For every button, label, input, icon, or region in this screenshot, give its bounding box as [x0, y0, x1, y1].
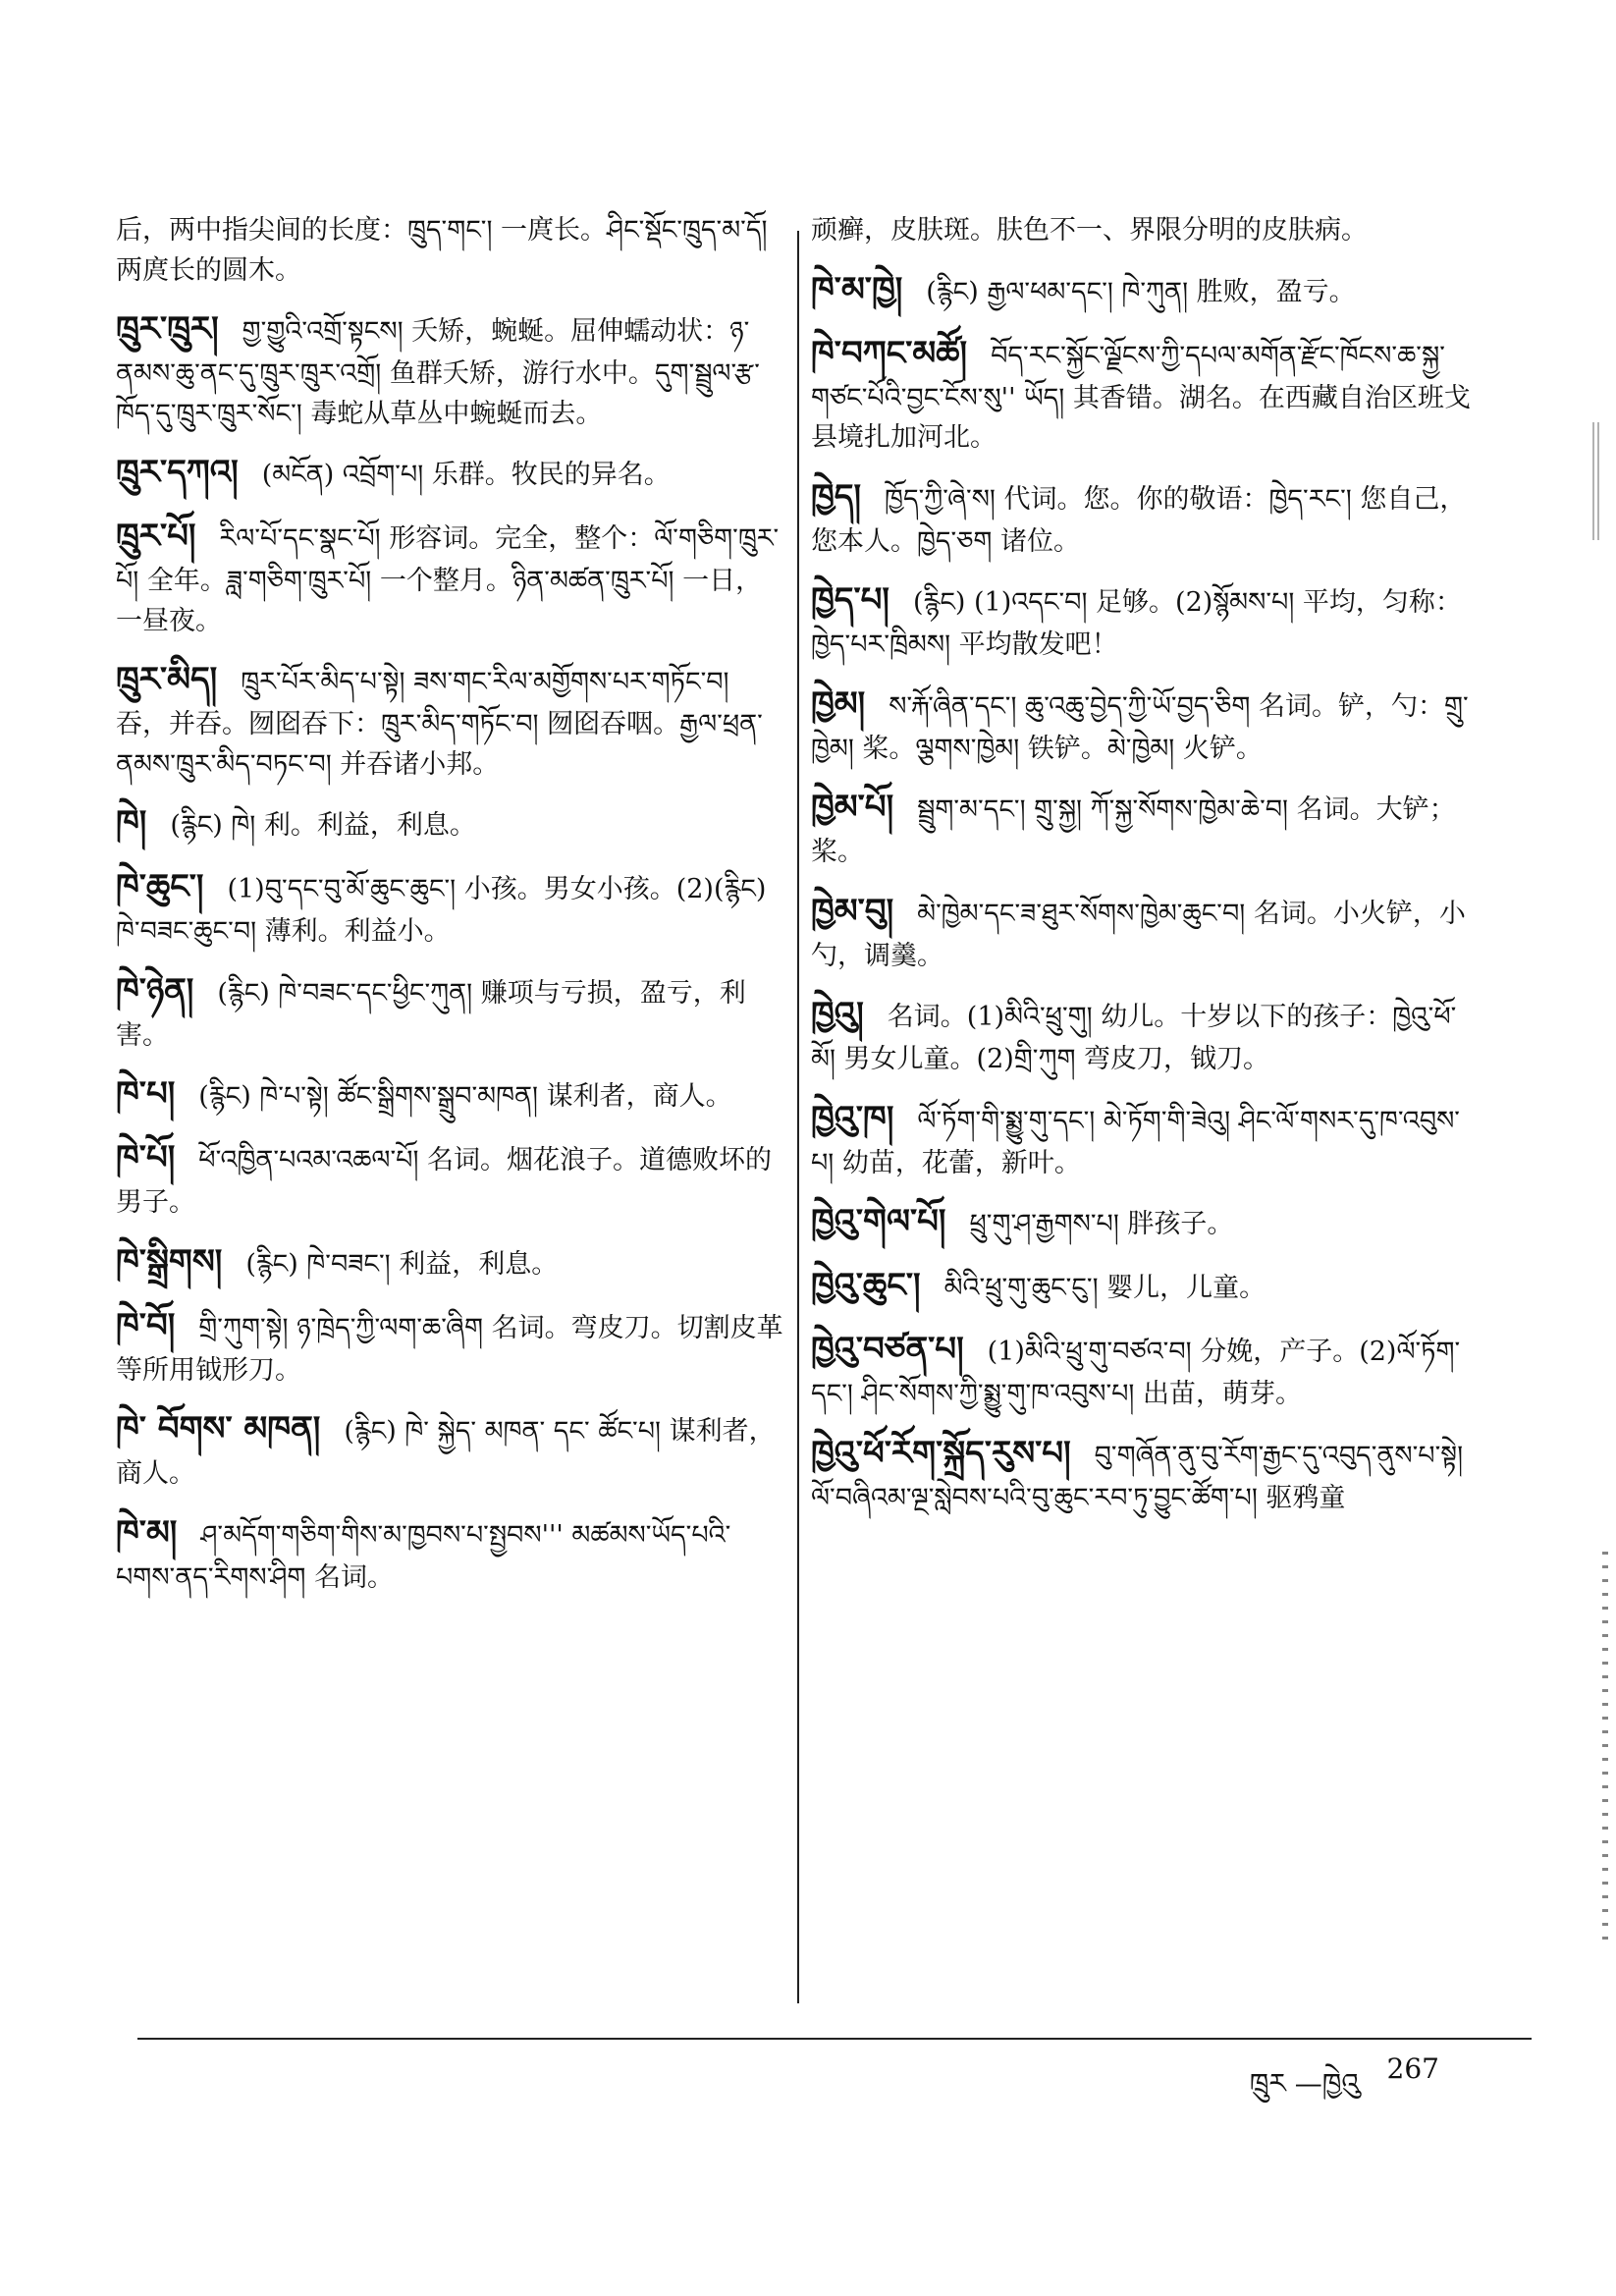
page-number: 267 — [1386, 2052, 1439, 2085]
entry-definition: མིའི་ཕྲུ་གུ་ཆུང་ངུ་། 婴儿，儿童。 — [943, 1273, 1266, 1303]
entry-headword: ཁེ་སྒྲིགས། — [116, 1241, 223, 1282]
dictionary-entry — [811, 1325, 1479, 1415]
dictionary-entry — [116, 655, 783, 785]
entry-headword: ཁེ་ བོགས་ མཁན། — [116, 1409, 321, 1449]
entry-definition: (རྙིང) ཁེ་བཟང་། 利益，利息。 — [245, 1248, 559, 1280]
dictionary-entry — [811, 887, 1479, 977]
entry-definition: 名词。(1)མིའི་ཕྲུ་གུ། 幼儿。十岁以下的孩子：ཁྱེའུ་ཕོ་མོ། 男女儿童。(2)གྲི་ཀུག 弯皮刀，钺刀。 — [811, 1002, 1457, 1074]
entry-definition: བུ་གཞོན་ནུ་བུ་རོག་རྒྱང་དུ་འབུད་ནུས་པ་སྟེ། ལོ་བཞིའམ་ལྔ་སླེབས་པའི་བུ་ཆུང་རབ་ཏུ་བྱུང་ཚོག་པ། 驱鸦童 — [811, 1440, 1464, 1513]
dictionary-entry — [116, 1404, 783, 1495]
dictionary-entry — [811, 783, 1479, 873]
entry-headword: ཁྲུར་དཀའ། — [116, 453, 239, 492]
dictionary-entry — [116, 211, 783, 291]
entry-range: ཁྲུར —ཁྱེའུ — [1249, 2067, 1360, 2100]
column-divider — [797, 231, 799, 2003]
entry-headword: ཁྱེད་པ། — [811, 580, 889, 620]
dictionary-entry — [116, 1301, 783, 1392]
entry-headword: ཁྱེམ། — [811, 683, 866, 724]
dictionary-entry — [811, 680, 1479, 770]
entry-definition: ཁྱོད་ཀྱི་ཞེ་ས། 代词。您。你的敬语：ཁྱེད་རང་། 您自己，您本人。ཁྱེད་ཅག 诸位。 — [811, 483, 1467, 557]
entry-headword: ཁེ་བཀང་མཚོ། — [811, 333, 968, 373]
entry-definition: (རྙིང) (1)འདང་བ། 足够。(2)སྙོམས་པ། 平均，匀称：ཁྱེད་པར་ཁྲིམས། 平均散发吧！ — [811, 587, 1462, 660]
entry-headword: ཁེ་མ། — [116, 1512, 178, 1553]
footer-rule — [137, 2038, 1532, 2040]
dictionary-entry — [116, 304, 783, 434]
scan-edge-marks — [1602, 1552, 1608, 1944]
dictionary-entry — [811, 1429, 1479, 1519]
entry-headword: ཁེ་ཆུང་། — [116, 867, 204, 906]
entry-headword: ཁྱེམ་པོ། — [811, 788, 894, 827]
dictionary-entry — [811, 990, 1479, 1080]
entry-definition: (རྙིང) རྒྱལ་ཕམ་དང་། ཁེ་ཀུན། 胜败，盈亏。 — [926, 276, 1356, 307]
entry-definition: ཁྲུར་པོར་མིད་པ་སྟེ། ཟས་གང་རིལ་མགྱོགས་པར་གཏོང་བ། 吞，并吞。囫囵吞下：ཁྲུར་མིད་གཏོང་བ། 囫囵吞咽。རྒྱལ་ཕྲན་ནམས་ཁྲུར་མིད་བཏང་བ། 并吞诸小邦。 — [116, 667, 763, 780]
dictionary-entry — [811, 329, 1479, 459]
dictionary-entry — [811, 575, 1479, 666]
right-column — [811, 211, 1479, 1532]
dictionary-entry — [811, 1197, 1479, 1247]
dictionary-entry — [116, 1069, 783, 1120]
dictionary-entry — [811, 211, 1479, 251]
entry-headword: ཁྲུར་ཁྲུར། — [116, 309, 219, 349]
entry-definition: (1)བུ་དང་བུ་མོ་ཆུང་ཆུང་། 小孩。男女小孩。(2)(རྙིང) ཁེ་བཟང་ཆུང་བ། 薄利。利益小。 — [116, 874, 767, 947]
entry-headword: ཁེ་མ་ཁྱེ། — [811, 269, 903, 309]
entry-headword: ཁྱེའུ་གེལ་པོ། — [811, 1202, 946, 1241]
dictionary-entry — [116, 1133, 783, 1224]
entry-definition: (རྙིང) ཁེ་བཟང་དང་ཕྱིང་ཀུན། 赚项与亏损，盈亏，利害。 — [116, 977, 746, 1051]
entry-definition: 顽癣，皮肤斑。肤色不一、界限分明的皮肤病。 — [811, 215, 1368, 246]
entry-definition: ཤ་མདོག་གཅིག་གིས་མ་ཁྱབས་པ་སྤྱབས''' མཚམས་ཡོད་པའི་པགས་ནད་རིགས་ཤིག 名词。 — [116, 1519, 731, 1593]
entry-headword: ཁེ་པ། — [116, 1074, 176, 1114]
entry-definition: ཕོ་འཁྱིན་པའམ་འཆལ་པོ། 名词。烟花浪子。道德败坏的男子。 — [116, 1145, 773, 1218]
entry-definition: 后，两中指尖间的长度：ཁྲུད་གང་། 一庹长。ཤིང་སྡོང་ཁྲུད་མ་དོ། 两庹长的圆木。 — [116, 215, 768, 286]
dictionary-entry — [116, 966, 783, 1057]
dictionary-entry — [811, 265, 1479, 315]
entry-headword: ཁྱེའུ་ཁ། — [811, 1098, 894, 1138]
entry-headword: ཁྱེའུ་ཕོ་རོག་སྐྲོད་རུས་པ། — [811, 1433, 1071, 1473]
entry-headword: ཁྲུར་པོ། — [116, 517, 196, 556]
entry-definition: (རྙིང) ཁེ། 利。利益，利息。 — [170, 810, 476, 841]
entry-definition: ལོ་ཏོག་གི་སྨྱུ་གུ་དང་། མེ་ཏོག་གི་ཟེའུ། ཤིང་ལོ་གསར་དུ་ཁ་འབུས་པ། 幼苗，花蕾，新叶。 — [811, 1105, 1460, 1178]
entry-headword: ཁྱེམ་བུ། — [811, 891, 894, 931]
left-column — [116, 211, 783, 1612]
dictionary-entry — [116, 1237, 783, 1287]
dictionary-entry — [811, 1094, 1479, 1184]
entry-definition: ཕྲུ་གུ་ཤ་རྒྱགས་པ། 胖孩子。 — [969, 1209, 1234, 1239]
entry-definition: གྱ་གྱུའི་འགྲོ་སྟངས། 夭矫，蜿蜒。屈伸蠕动状：ཉ་ནམས་ཆུ་ནང་དུ་ཁྲུར་ཁྲུར་འགྲོ། 鱼群夭矫，游行水中。དུག་སྦྲུལ་རྩ་ཁོད་དུ་ཁྲུར་ཁྲུར་སོང་། 毒蛇从草丛中蜿蜒而去。 — [116, 316, 760, 429]
entry-definition: བོད་རང་སྐྱོང་ལྗོངས་ཀྱི་དཔལ་མགོན་རྫོང་ཁོངས་ཆ་སྐྱ་གཙང་པོའི་བྱང་ངོས་སུ'' ཡོད། 其香错。湖名。在西藏自治区班戈县境扎加河北。 — [811, 340, 1471, 453]
entry-headword: ཁྱེད། — [811, 476, 862, 517]
page-footer — [1250, 2052, 1439, 2130]
entry-headword: ཁེ་པོ། — [116, 1138, 176, 1177]
entry-headword: ཁྲུར་མིད། — [116, 660, 218, 699]
dictionary-entry — [116, 1508, 783, 1599]
entry-definition: (རྙིང) ཁེ་པ་སྟེ། ཚོང་སྒྲིགས་སྒྲུབ་མཁན། 谋利者，商人。 — [198, 1081, 732, 1112]
entry-definition: གྲི་ཀུག་སྟེ། ཉ་ཁྲེད་ཀྱི་ལག་ཆ་ཞིག 名词。弯皮刀。切割皮革等所用钺形刀。 — [116, 1312, 783, 1386]
entry-definition: (1)མིའི་ཕྲུ་གུ་བཙའ་བ། 分娩，产子。(2)ལོ་ཏོག་དང་། ཤིང་སོགས་ཀྱི་སྨྱུ་གུ་ཁ་འབུས་པ། 出苗，萌芽。 — [811, 1337, 1461, 1409]
entry-headword: ཁེ་ཉེན། — [116, 970, 194, 1011]
entry-definition: མེ་ཁྱེམ་དང་ཟ་ཐུར་སོགས་ཁྱེམ་ཆུང་བ། 名词。小火铲，小勺，调羹。 — [811, 898, 1466, 971]
entry-headword: ཁྱེའུ། — [811, 995, 864, 1034]
dictionary-entry — [811, 1261, 1479, 1311]
entry-definition: (རྙིང) ཁེ་ སྐྱེད་ མཁན་ དང་ ཚོང་པ། 谋利者，商人。 — [116, 1416, 776, 1489]
entry-definition: རིལ་པོ་དང་སྣང་པོ། 形容词。完全，整个：ལོ་གཅིག་ཁྲུར་པོ། 全年。ཟླ་གཅིག་ཁྲུར་པོ། 一个整月。ཉིན་མཚན་ཁྲུར་པོ། 一日，一昼夜。 — [116, 523, 780, 636]
entry-definition: (མངོན) འབྲོག་པ། 乐群。牧民的异名。 — [261, 460, 671, 490]
dictionary-entry — [811, 472, 1479, 563]
dictionary-entry — [116, 512, 783, 641]
entry-definition: སྦྲུག་མ་དང་། གྲུ་སྐྱ། ཀོ་སྐྱ་སོགས་ཁྱེམ་ཆེ་བ། 名词。大铲；桨。 — [811, 794, 1456, 867]
dictionary-entry — [116, 448, 783, 498]
entry-headword: ཁྱེའུ་བཙན་པ། — [811, 1330, 964, 1369]
entry-headword: ཁྱེའུ་ཆུང་། — [811, 1266, 921, 1305]
dictionary-entry — [116, 862, 783, 953]
scan-edge-marks-top — [1592, 422, 1602, 540]
entry-headword: ཁེ་བོ། — [116, 1305, 176, 1345]
entry-headword: ཁེ། — [116, 803, 147, 843]
dictionary-entry — [116, 798, 783, 848]
entry-definition: ས་རྐོ་ཞིན་དང་། ཆུ་འཆུ་བྱེད་ཀྱི་ཡོ་བྱད་ཅིག 名词。铲，勺：གྲུ་ཁྱེམ། 桨。ལྕགས་ཁྱེམ། 铁铲。མེ་ཁྱེམ། 火铲。 — [811, 690, 1469, 764]
